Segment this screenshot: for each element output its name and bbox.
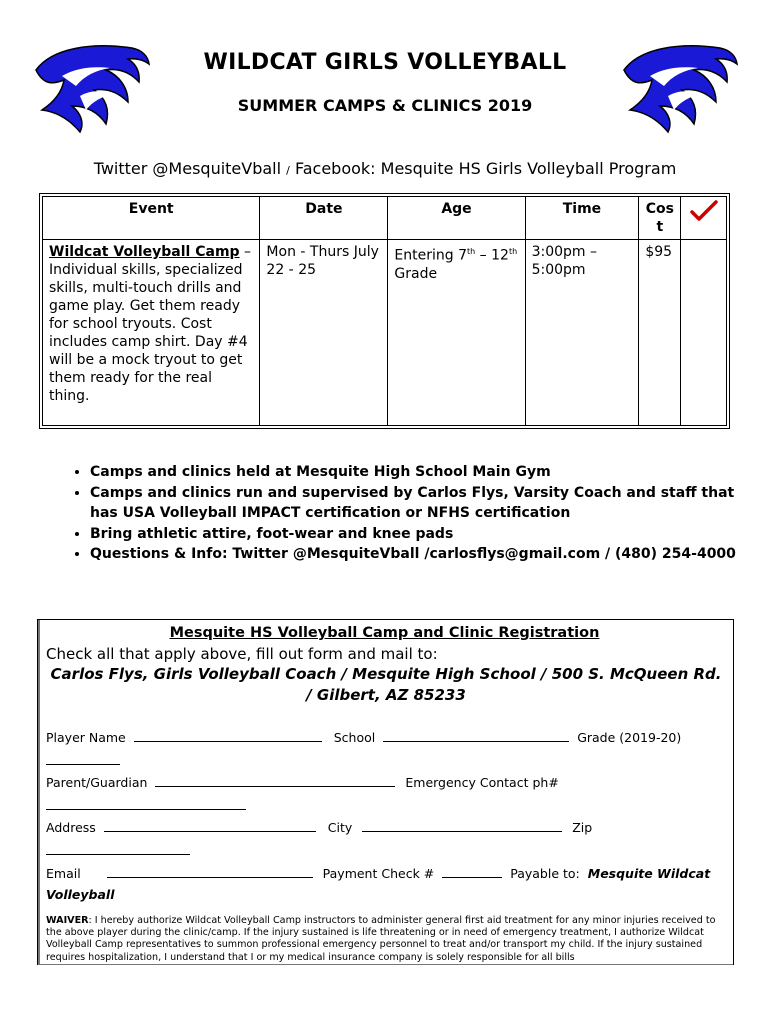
check-cell[interactable] <box>681 240 727 426</box>
age-suffix: Grade <box>394 265 438 282</box>
event-name: Wildcat Volleyball Camp <box>49 244 240 260</box>
address-label: Address <box>46 820 96 835</box>
form-row-player <box>46 729 726 745</box>
emergency-field[interactable] <box>46 797 246 810</box>
mailing-address: Carlos Flys, Girls Volleyball Coach / Mesquite High School / 500 S. McQueen Rd. / Gilbert, AZ 85233 <box>50 665 722 704</box>
player-name-label: Player Name <box>46 730 126 745</box>
payment-label: Payment Check # <box>322 866 435 881</box>
social-separator: / <box>286 164 290 177</box>
header-age: Age <box>388 197 525 240</box>
twitter-handle: Twitter @MesquiteVball <box>93 159 282 178</box>
email-label: Email <box>46 866 81 881</box>
facebook-page: Facebook: Mesquite HS Girls Volleyball Program <box>294 159 677 178</box>
age-mid: – 12 <box>475 247 509 264</box>
waiver-text <box>46 915 726 963</box>
city-label: City <box>327 820 353 835</box>
parent-label: Parent/Guardian <box>46 775 148 790</box>
form-row-emergency-line <box>46 797 726 813</box>
date-cell: Mon - Thurs July 22 - 25 <box>260 240 388 426</box>
school-label: School <box>333 730 376 745</box>
zip-label: Zip <box>572 820 593 835</box>
age-sup: th <box>508 247 518 256</box>
zip-field[interactable] <box>46 842 190 855</box>
page-title: WILDCAT GIRLS VOLLEYBALL <box>203 50 567 75</box>
social-line <box>0 159 770 178</box>
payable-label: Payable to: <box>510 866 580 881</box>
list-item: • Questions & Info: Twitter @MesquiteVball /carlosflys@gmail.com / (480) 254-4000 <box>90 544 760 565</box>
age-prefix: Entering 7 <box>394 247 468 264</box>
events-table <box>42 196 727 426</box>
checkmark-icon <box>690 200 718 222</box>
grade-field[interactable] <box>46 752 120 765</box>
page-subtitle: SUMMER CAMPS & CLINICS 2019 <box>237 96 533 115</box>
form-row-zip-line <box>46 842 726 858</box>
form-row-grade-line <box>46 752 726 768</box>
waiver-label: WAIVER <box>46 915 89 926</box>
events-header-row <box>43 197 727 240</box>
header-check <box>681 197 727 240</box>
table-row <box>43 240 727 426</box>
list-item: • Camps and clinics run and supervised by Carlos Flys, Varsity Coach and staff that has USA Volleyball IMPACT certification or NFHS certification <box>90 483 760 524</box>
player-name-field[interactable] <box>134 729 322 742</box>
header-date: Date <box>260 197 388 240</box>
grade-label: Grade (2019-20) <box>577 730 682 745</box>
email-field[interactable] <box>107 865 313 878</box>
registration-instructions: Check all that apply above, fill out form and mail to: <box>46 645 438 663</box>
age-cell <box>388 240 525 426</box>
city-field[interactable] <box>362 819 562 832</box>
school-field[interactable] <box>383 729 569 742</box>
registration-title: Mesquite HS Volleyball Camp and Clinic Registration <box>169 625 600 641</box>
form-row-payable-cont <box>46 887 726 902</box>
event-description: – Individual skills, specialized skills, multi-touch drills and game play. Get them ready for school tryouts. Cost includes camp shirt. Day #4 will be a mock tryout to get them ready for the real thing. <box>49 244 252 404</box>
emergency-label: Emergency Contact ph# <box>405 775 559 790</box>
event-cell <box>43 240 260 426</box>
header-cost: Cos t <box>639 197 681 240</box>
cost-cell: $95 <box>639 240 681 426</box>
list-item: • Camps and clinics held at Mesquite High School Main Gym <box>90 462 760 483</box>
payable-to: Mesquite Wildcat <box>587 866 711 881</box>
form-row-email <box>46 865 726 881</box>
age-sup: th <box>467 247 476 256</box>
header-time: Time <box>525 197 639 240</box>
waiver-body: : I hereby authorize Wildcat Volleyball Camp instructors to administer general first aid treatment for any minor injuries received to the above player during the clinic/camp. If the injury sustained is life threatening or in need of emergency treatment, I authorize Wildcat Volleyball Camp representatives to summon professional emergency personnel to treat and/or transport my child. If the injury sustained requires hospitalization, I understand that I or my medical insurance company is solely responsible for all bills <box>46 915 716 963</box>
form-row-address <box>46 819 726 835</box>
payment-field[interactable] <box>442 865 502 878</box>
header-event: Event <box>43 197 260 240</box>
info-list <box>60 462 760 565</box>
payable-to-cont: Volleyball <box>46 887 115 902</box>
parent-field[interactable] <box>155 774 395 787</box>
list-item: • Bring athletic attire, foot-wear and knee pads <box>90 524 760 545</box>
time-cell: 3:00pm – 5:00pm <box>525 240 639 426</box>
address-field[interactable] <box>104 819 316 832</box>
form-row-parent <box>46 774 726 790</box>
